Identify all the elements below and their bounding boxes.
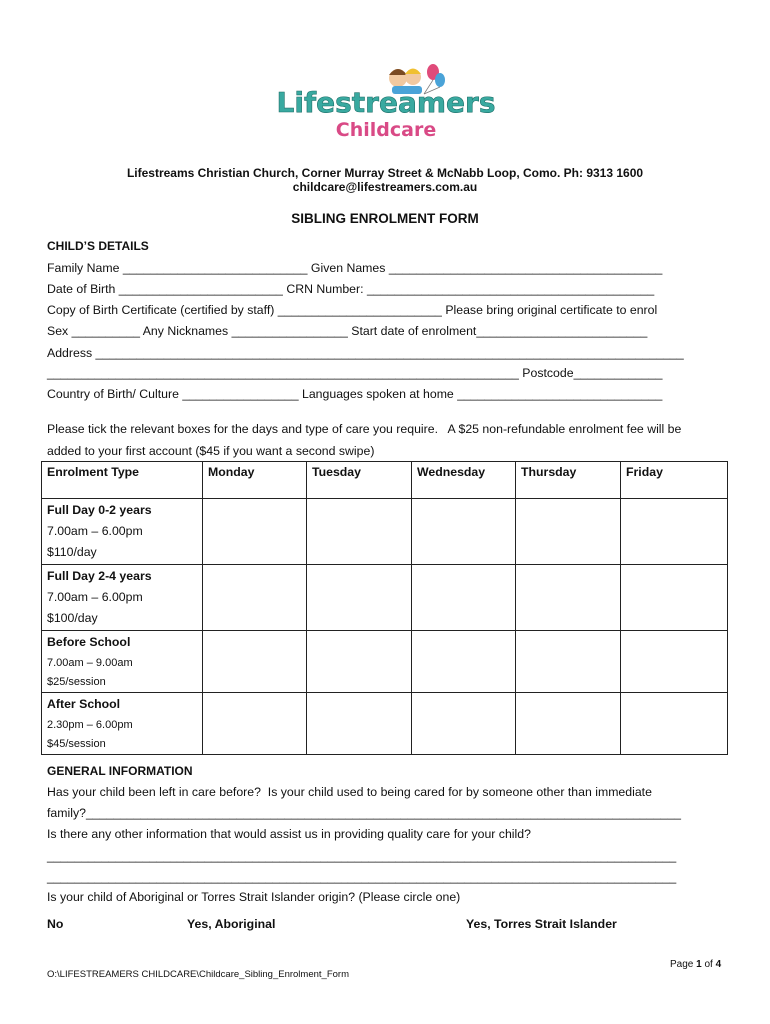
table-row [42,693,728,755]
childs-details-heading: CHILD’S DETAILS [47,239,149,253]
header-email: childcare@lifestreamers.com.au [292,180,478,194]
row-label [42,565,203,631]
checkbox-cell[interactable] [412,631,516,693]
checkbox-cell[interactable] [203,631,307,693]
fees-instructions-line2: added to your first account ($45 if you want a second swipe) [47,444,375,458]
care-type-name: Full Day 0-2 years [47,503,152,517]
other-info-question: Is there any other information that would assist us in providing quality care for your child? [47,827,531,841]
checkbox-cell[interactable] [516,693,621,755]
table-row [42,565,728,631]
care-type-name: After School [47,697,121,711]
care-type-price: $45/session [47,738,106,750]
checkbox-cell[interactable] [307,631,412,693]
checkbox-cell[interactable] [412,499,516,565]
sex-nickname-start-line[interactable]: Sex __________ Any Nicknames _________________ Start date of enrolment_________________________ [47,324,648,338]
care-type-name: Before School [47,635,131,649]
checkbox-cell[interactable] [203,499,307,565]
row-label [42,499,203,565]
address-line[interactable]: Address ______________________________________________________________________________________ [47,346,684,360]
form-title: SIBLING ENROLMENT FORM [291,211,479,226]
care-type-price: $25/session [47,676,106,688]
care-type-time: 7.00am – 6.00pm [47,590,143,604]
col-wednesday: Wednesday [412,462,516,499]
fees-instructions-line1: Please tick the relevant boxes for the days and type of care you require. A $25 non-refundable enrolment fee will be [47,422,682,436]
care-type-time: 7.00am – 9.00am [47,657,133,669]
checkbox-cell[interactable] [203,565,307,631]
origin-question: Is your child of Aboriginal or Torres Strait Islander origin? (Please circle one) [47,890,461,904]
other-info-answer-line[interactable]: ____________________________________________________________________________________________ [47,849,677,863]
care-before-question: Has your child been left in care before? Is your child used to being cared for by someone other than immediate [47,785,652,799]
care-type-time: 7.00am – 6.00pm [47,524,143,538]
checkbox-cell[interactable] [203,693,307,755]
checkbox-cell[interactable] [621,631,728,693]
page-prefix: Page [670,959,697,970]
origin-option-aboriginal[interactable]: Yes, Aboriginal [187,917,276,931]
col-monday: Monday [203,462,307,499]
col-friday: Friday [621,462,728,499]
logo-wordmark: Lifestreamers [276,86,496,119]
col-thursday: Thursday [516,462,621,499]
row-label [42,631,203,693]
other-info-answer-line[interactable]: ____________________________________________________________________________________________ [47,870,677,884]
care-type-name: Full Day 2-4 years [47,569,152,583]
header-address: Lifestreams Christian Church, Corner Murray Street & McNabb Loop, Como. Ph: 9313 1600 [126,166,644,180]
page-of: of [701,959,716,970]
origin-option-no[interactable]: No [47,917,64,931]
care-before-answer-line[interactable]: family?_______________________________________________________________________________________ [47,806,681,820]
checkbox-cell[interactable] [516,631,621,693]
logo-subtitle: Childcare [335,119,437,141]
page-total: 4 [715,959,722,970]
checkbox-cell[interactable] [621,565,728,631]
dob-crn-line[interactable]: Date of Birth ________________________ CRN Number: __________________________________________ [47,282,655,296]
checkbox-cell[interactable] [307,499,412,565]
family-given-name-line[interactable]: Family Name ___________________________ Given Names ________________________________________ [47,261,663,275]
checkbox-cell[interactable] [307,565,412,631]
table-row [42,631,728,693]
care-type-price: $110/day [47,545,97,559]
file-path: O:\LIFESTREAMERS CHILDCARE\Childcare_Sibling_Enrolment_Form [47,969,349,980]
checkbox-cell[interactable] [516,565,621,631]
general-info-heading: GENERAL INFORMATION [47,764,193,778]
country-languages-line[interactable]: Country of Birth/ Culture _________________ Languages spoken at home ______________________________ [47,387,663,401]
checkbox-cell[interactable] [621,499,728,565]
checkbox-cell[interactable] [307,693,412,755]
col-tuesday: Tuesday [307,462,412,499]
checkbox-cell[interactable] [412,693,516,755]
lifestreamers-logo [276,60,496,150]
header-contact [0,166,770,194]
table-row [42,499,728,565]
row-label [42,693,203,755]
birth-certificate-line[interactable]: Copy of Birth Certificate (certified by staff) ________________________ Please bring original certificate to enrol [47,303,658,317]
postcode-line[interactable]: _____________________________________________________________________ Postcode_____________ [47,366,663,380]
care-type-time: 2.30pm – 6.00pm [47,719,133,731]
col-enrolment-type: Enrolment Type [42,462,203,499]
checkbox-cell[interactable] [412,565,516,631]
checkbox-cell[interactable] [621,693,728,755]
table-header-row [42,462,728,499]
page-number [670,959,721,970]
checkbox-cell[interactable] [516,499,621,565]
care-type-price: $100/day [47,611,98,625]
enrolment-table [41,461,728,755]
page-current: 1 [696,959,702,970]
origin-option-torres-strait[interactable]: Yes, Torres Strait Islander [466,917,617,931]
